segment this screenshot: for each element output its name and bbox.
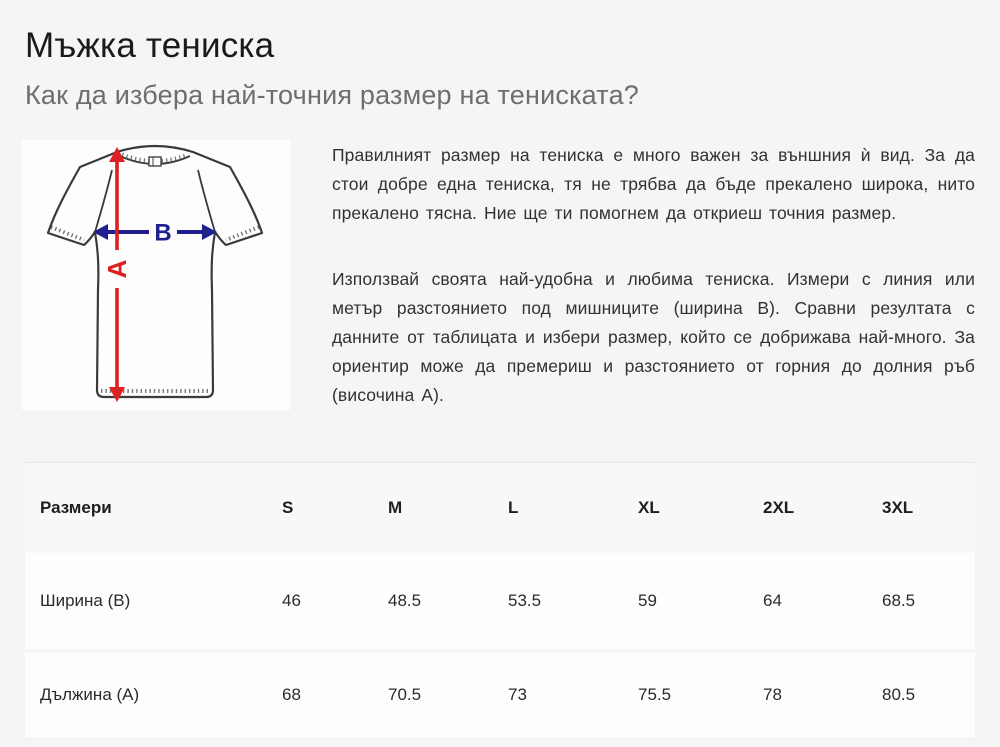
size-table-header-row xyxy=(25,462,975,553)
table-row-length xyxy=(25,653,975,737)
size-column-m: M xyxy=(388,498,403,517)
intro-text xyxy=(332,141,975,410)
width-value-m: 48.5 xyxy=(388,591,422,610)
row-label-width: Ширина (B) xyxy=(40,591,131,610)
width-value-s: 46 xyxy=(282,591,301,610)
label-b: B xyxy=(154,219,172,247)
size-column-xl: XL xyxy=(638,498,660,517)
width-value-2xl: 64 xyxy=(763,591,782,610)
intro-paragraph-2: Използвай своята най-удобна и любима тениска. Измери с линия или метър разстоянието под мишниците (ширина B). Сравни резултата с данните от таблицата и избери размер, който се добрижава най-много. За ориентир може да премериш и разстоянието от горния до долния ръб (височина A). xyxy=(332,269,975,405)
page-title: Мъжка тениска xyxy=(25,26,275,65)
size-column-s: S xyxy=(282,498,294,517)
length-value-2xl: 78 xyxy=(763,685,782,704)
size-column-l: L xyxy=(508,498,519,517)
size-table-header-label: Размери xyxy=(40,498,112,517)
label-a: A xyxy=(102,259,132,279)
width-value-3xl: 68.5 xyxy=(882,591,916,610)
size-column-3xl: 3XL xyxy=(882,498,914,517)
length-value-m: 70.5 xyxy=(388,685,422,704)
table-row-width xyxy=(25,553,975,649)
size-table xyxy=(25,462,975,737)
page-subtitle: Как да избера най-точния размер на тениската? xyxy=(25,80,639,110)
length-value-3xl: 80.5 xyxy=(882,685,916,704)
size-column-2xl: 2XL xyxy=(763,498,795,517)
length-value-s: 68 xyxy=(282,685,301,704)
width-value-xl: 59 xyxy=(638,591,657,610)
tshirt-diagram-graphic xyxy=(22,140,290,410)
length-value-l: 73 xyxy=(508,685,527,704)
row-label-length: Дължина (A) xyxy=(40,685,140,704)
intro-paragraph-1: Правилният размер на тениска е много важен за външния ѝ вид. За да стои добре една тениска, тя не трябва да бъде прекалено широка, нито прекалено тясна. Ние ще ти помогнем да откриеш точния размер. xyxy=(332,145,975,223)
tshirt-outline xyxy=(48,146,262,397)
tshirt-measurement-diagram xyxy=(22,140,290,410)
width-value-l: 53.5 xyxy=(508,591,542,610)
length-value-xl: 75.5 xyxy=(638,685,672,704)
collar-tag xyxy=(149,157,161,166)
